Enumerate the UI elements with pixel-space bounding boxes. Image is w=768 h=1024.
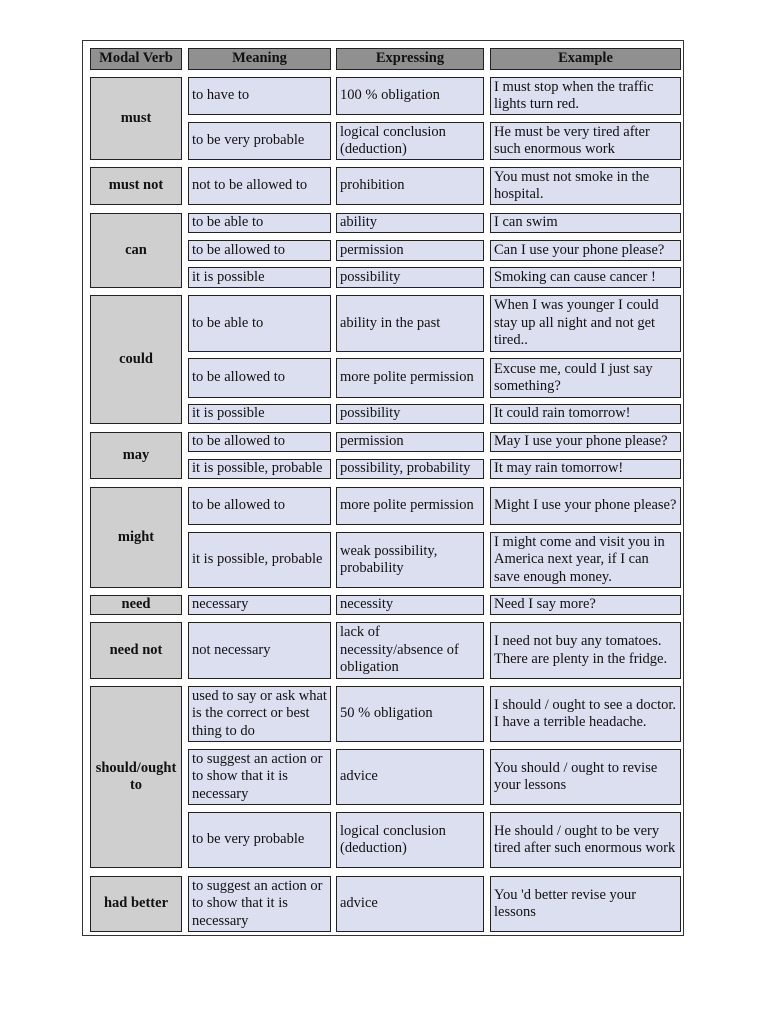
example-cell: He must be very tired after such enormous work <box>490 122 681 160</box>
modal-verbs-table <box>82 40 684 936</box>
example-cell: When I was younger I could stay up all night and not get tired.. <box>490 295 681 352</box>
expressing-cell: necessity <box>336 595 484 615</box>
expressing-cell: logical conclusion (deduction) <box>336 812 484 868</box>
meaning-cell: it is possible, probable <box>188 532 331 588</box>
modal-verb-cell: might <box>90 487 182 588</box>
expressing-cell: more polite permission <box>336 358 484 398</box>
expressing-cell: prohibition <box>336 167 484 205</box>
modal-verb-cell: must <box>90 77 182 160</box>
modal-verb-cell: must not <box>90 167 182 205</box>
meaning-cell: not to be allowed to <box>188 167 331 205</box>
example-cell: I can swim <box>490 213 681 233</box>
expressing-cell: possibility <box>336 267 484 288</box>
modal-verb-cell: had better <box>90 876 182 932</box>
meaning-cell: used to say or ask what is the correct or best thing to do <box>188 686 331 742</box>
expressing-cell: ability <box>336 213 484 233</box>
example-cell: It could rain tomorrow! <box>490 404 681 424</box>
header-modal-verb: Modal Verb <box>90 48 182 70</box>
modal-verb-cell: can <box>90 213 182 288</box>
example-cell: I need not buy any tomatoes. There are plenty in the fridge. <box>490 622 681 679</box>
example-cell: Excuse me, could I just say something? <box>490 358 681 398</box>
meaning-cell: to be allowed to <box>188 487 331 525</box>
expressing-cell: permission <box>336 432 484 452</box>
example-cell: He should / ought to be very tired after such enormous work <box>490 812 681 868</box>
modal-verb-cell: may <box>90 432 182 479</box>
meaning-cell: not necessary <box>188 622 331 679</box>
expressing-cell: logical conclusion (deduction) <box>336 122 484 160</box>
example-cell: I should / ought to see a doctor. I have a terrible headache. <box>490 686 681 742</box>
meaning-cell: to be allowed to <box>188 358 331 398</box>
modal-verb-cell: should/ought to <box>90 686 182 868</box>
example-cell: I might come and visit you in America next year, if I can save enough money. <box>490 532 681 588</box>
expressing-cell: ability in the past <box>336 295 484 352</box>
expressing-cell: possibility, probability <box>336 459 484 479</box>
meaning-cell: to be able to <box>188 213 331 233</box>
example-cell: You must not smoke in the hospital. <box>490 167 681 205</box>
expressing-cell: advice <box>336 876 484 932</box>
example-cell: Need I say more? <box>490 595 681 615</box>
meaning-cell: it is possible <box>188 404 331 424</box>
meaning-cell: it is possible, probable <box>188 459 331 479</box>
expressing-cell: possibility <box>336 404 484 424</box>
expressing-cell: more polite permission <box>336 487 484 525</box>
example-cell: Might I use your phone please? <box>490 487 681 525</box>
expressing-cell: 50 % obligation <box>336 686 484 742</box>
meaning-cell: to suggest an action or to show that it is necessary <box>188 876 331 932</box>
expressing-cell: lack of necessity/absence of obligation <box>336 622 484 679</box>
meaning-cell: to be able to <box>188 295 331 352</box>
meaning-cell: to be allowed to <box>188 240 331 261</box>
meaning-cell: to suggest an action or to show that it is necessary <box>188 749 331 805</box>
example-cell: You 'd better revise your lessons <box>490 876 681 932</box>
example-cell: You should / ought to revise your lessons <box>490 749 681 805</box>
example-cell: Smoking can cause cancer ! <box>490 267 681 288</box>
expressing-cell: permission <box>336 240 484 261</box>
example-cell: May I use your phone please? <box>490 432 681 452</box>
modal-verb-cell: need not <box>90 622 182 679</box>
example-cell: Can I use your phone please? <box>490 240 681 261</box>
meaning-cell: it is possible <box>188 267 331 288</box>
modal-verb-cell: could <box>90 295 182 424</box>
header-expressing: Expressing <box>336 48 484 70</box>
header-example: Example <box>490 48 681 70</box>
example-cell: It may rain tomorrow! <box>490 459 681 479</box>
meaning-cell: to have to <box>188 77 331 115</box>
meaning-cell: necessary <box>188 595 331 615</box>
meaning-cell: to be very probable <box>188 812 331 868</box>
modal-verb-cell: need <box>90 595 182 615</box>
meaning-cell: to be allowed to <box>188 432 331 452</box>
expressing-cell: weak possibility, probability <box>336 532 484 588</box>
header-meaning: Meaning <box>188 48 331 70</box>
example-cell: I must stop when the traffic lights turn red. <box>490 77 681 115</box>
expressing-cell: advice <box>336 749 484 805</box>
expressing-cell: 100 % obligation <box>336 77 484 115</box>
meaning-cell: to be very probable <box>188 122 331 160</box>
